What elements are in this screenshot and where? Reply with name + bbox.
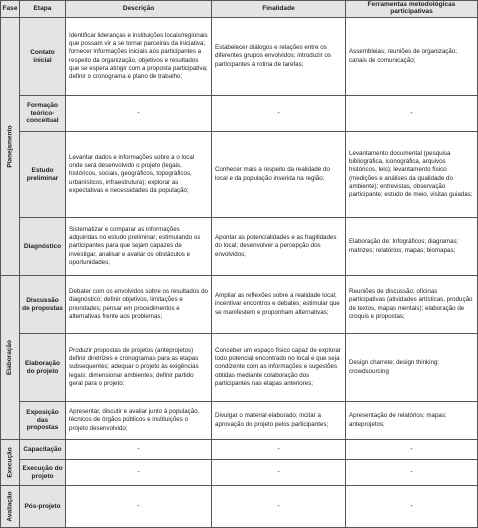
ferramentas-cell: - — [346, 96, 478, 132]
etapa-cell: Exposição das propostas — [20, 402, 66, 440]
etapa-cell: Pós-projeto — [20, 486, 66, 528]
header-fase: Fase — [0, 0, 20, 18]
descricao-cell: Apresentar, discutir e avaliar junto à população, técnicos de órgãos públicos e instituições o projeto desenvolvido; — [66, 402, 212, 440]
finalidade-cell: - — [212, 486, 346, 528]
finalidade-cell: Conceber um espaço físico capaz de explorar todo potencial encontrado no local e que seja condizente com as informações e sugestões obtidas mediante colaboração dos participantes nas etapas anteriores; — [212, 334, 346, 402]
ferramentas-cell: - — [346, 440, 478, 460]
etapa-cell: Elaboração do projeto — [20, 334, 66, 402]
descricao-cell: Produzir propostas de projetos (anteprojetos) definir diretrizes e cronogramas para as etapas subsequentes; adequar o projeto às exigências legais; dimensionar ambientes; definir partido geral para o projeto; — [66, 334, 212, 402]
descricao-cell: - — [66, 96, 212, 132]
descricao-cell: - — [66, 486, 212, 528]
etapa-cell: Diagnóstico — [20, 218, 66, 276]
finalidade-cell: - — [212, 96, 346, 132]
header-finalidade: Finalidade — [212, 0, 346, 18]
ferramentas-cell: Apresentação de relatórios; mapas; anteprojetos; — [346, 402, 478, 440]
etapa-cell: Formação teórico-conceitual — [20, 96, 66, 132]
descricao-cell: - — [66, 440, 212, 460]
phase-label: Planejamento — [6, 125, 14, 168]
finalidade-cell: Ampliar as reflexões sobre a realidade local; incentivar encontros e debates; estimular que se manifestem e proponham alternativas; — [212, 276, 346, 334]
ferramentas-cell: Design charrete; design thinking; crowdsourcing — [346, 334, 478, 402]
phase-execucao — [0, 440, 20, 486]
header-ferramentas: Ferramentas metodológicas participativas — [346, 0, 478, 18]
ferramentas-cell: Reuniões de discussão; oficinas participativas (atividades artísticas, produção de textos, mapas mentais); elaboração de croquis e propostas; — [346, 276, 478, 334]
etapa-cell: Capacitação — [20, 440, 66, 460]
phase-planejamento — [0, 18, 20, 276]
header-etapa: Etapa — [20, 0, 66, 18]
etapa-cell: Estudo preliminar — [20, 132, 66, 218]
etapa-cell: Discussão de propostas — [20, 276, 66, 334]
ferramentas-cell: - — [346, 460, 478, 486]
descricao-cell: Debater com os envolvidos sobre os resultados do diagnóstico; definir objetivos, limitações e prioridades; pensar em procedimentos e alternativas frente aos problemas; — [66, 276, 212, 334]
finalidade-cell: Conhecer mais a respeito da realidade do local e da população inserida na região; — [212, 132, 346, 218]
ferramentas-cell: Elaboração de: Infográficos; diagramas; matrizes; relatórios; mapas; biomapas; — [346, 218, 478, 276]
phase-label: Execução — [6, 447, 14, 478]
etapa-cell: Execução do projeto — [20, 460, 66, 486]
finalidade-cell: Apontar as potencialidades e as fragilidades do local; desenvolver a percepção dos envolvidos; — [212, 218, 346, 276]
etapa-cell: Contato inicial — [20, 18, 66, 96]
ferramentas-cell: - — [346, 486, 478, 528]
ferramentas-cell: Assembleias; reuniões de organização; canais de comunicação; — [346, 18, 478, 96]
finalidade-cell: - — [212, 460, 346, 486]
finalidade-cell: Divulgar o material elaborado; incitar a aprovação do projeto pelos participantes; — [212, 402, 346, 440]
phase-label: Avaliação — [6, 491, 14, 522]
phase-avaliacao — [0, 486, 20, 528]
descricao-cell: - — [66, 460, 212, 486]
descricao-cell: Levantar dados e informações sobre a o local onde será desenvolvido o projeto (legais, históricos, sociais, geográficos, topográficos, urbanísticos, infraestrutura); explorar as expectativas e necessidades da população; — [66, 132, 212, 218]
phase-label: Elaboração — [6, 339, 14, 376]
finalidade-cell: - — [212, 440, 346, 460]
finalidade-cell: Estabelecer diálogos e relações entre os diferentes grupos envolvidos; introduzir os participantes à rotina de tarefas; — [212, 18, 346, 96]
descricao-cell: Identificar lideranças e instituições locais/regionais que possam vir a se tornar parceiras da iniciativa; fornecer informações iniciais aos participantes a respeito da organização, objetivos e resultados que se espera atingir com a proposta participativa; definir o cronograma e plano de trabalho; — [66, 18, 212, 96]
header-descricao: Descrição — [66, 0, 212, 18]
descricao-cell: Sistematizar e comparar as informações adquiridas no estudo preliminar; estimulando os participantes para que sejam capazes de investigar, analisar e avaliar os obstáculos e oportunidades; — [66, 218, 212, 276]
phase-elaboracao — [0, 276, 20, 440]
ferramentas-cell: Levantamento documental (pesquisa bibliográfica, iconográfica, arquivos históricos, leis); levantamento físico (medições e análises da qualidade do ambiente); entrevistas, observação participante; estudo de meio, visitas guiadas; — [346, 132, 478, 218]
